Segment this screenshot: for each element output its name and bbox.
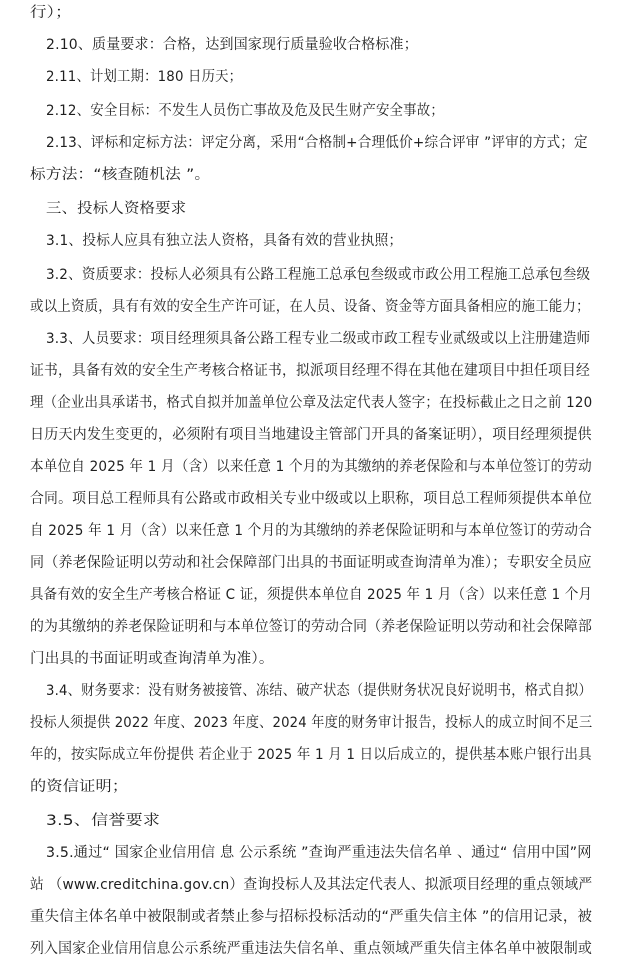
text-line: 2.13、评标和定标方法：评定分离，采用“合格制+合理低价+综合评审 ”评审的方式；定 [46, 135, 588, 151]
text-line: 投标人须提供 2022 年度、2023 年度、2024 年度的财务审计报告，投标人的成立时间不足三 [30, 715, 593, 731]
text-line: 理（企业出具承诺书，格式自拟并加盖单位公章及法定代表人签字；在投标截止之日之前 120 [30, 395, 593, 411]
text-line: 证书，具备有效的安全生产考核合格证书，拟派项目经理不得在其他在建项目中担任项目经 [30, 363, 590, 379]
text-line: 的资信证明； [30, 779, 129, 795]
text-line: 3.3、人员要求：项目经理须具备公路工程专业二级或市政工程专业贰级或以上注册建造师 [46, 331, 591, 347]
section-heading: 三、投标人资格要求 [46, 201, 187, 217]
text-line: 重失信主体名单中被限制或者禁止参与招标投标活动的“严重失信主体 ”的信用记录，被 [30, 909, 593, 925]
text-line: 年的，按实际成立年份提供 若企业于 2025 年 1 月 1 日以后成立的，提供基本账户银行出具 [30, 747, 592, 763]
text-line: 门出具的书面证明或查询清单为准）。 [30, 651, 274, 667]
text-line: 同（养老保险证明以劳动和社会保障部门出具的书面证明或查询清单为准）；专职安全员应 [30, 555, 592, 571]
text-line: 或以上资质，具有有效的安全生产许可证，在人员、设备、资金等方面具备相应的施工能力； [30, 299, 590, 315]
text-line: 2.10、质量要求：合格，达到国家现行质量验收合格标准； [46, 37, 418, 53]
text-line: 合同。项目总工程师具有公路或市政相关专业中级或以上职称，项目总工程师须提供本单位 [30, 491, 592, 507]
text-line: 标方法：“核查随机法 ”。 [30, 167, 211, 183]
text-line: 2.11、计划工期：180 日历天； [46, 69, 243, 85]
text-line: 具备有效的安全生产考核合格证 C 证，须提供本单位自 2025 年 1 月（含）以来任意 1 个月 [30, 587, 593, 603]
text-line: 日历天内发生变更的，必须附有项目当地建设主管部门开具的备案证明），项目经理须提供 [30, 427, 592, 443]
text-line: 的为其缴纳的养老保险证明和与本单位签订的劳动合同（养老保险证明以劳动和社会保障部 [30, 619, 592, 635]
text-line: 3.2、资质要求：投标人必须具有公路工程施工总承包叁级或市政公用工程施工总承包叁级 [46, 267, 591, 283]
text-line: 行）； [30, 5, 72, 21]
text-line: 列入国家企业信用信息公示系统严重违法失信名单、重点领域严重失信主体名单中被限制或 [30, 941, 592, 957]
text-line: 本单位自 2025 年 1 月（含）以来任意 1 个月的为其缴纳的养老保险和与本单位签订的劳动 [30, 459, 592, 475]
text-line: 3.5、信誉要求 [46, 813, 161, 829]
text-line: 3.5.通过“ 国家企业信用信 息 公示系统 ”查询严重违法失信名单 、通过“ 信用中国”网 [46, 845, 592, 861]
text-line: 站 （www.creditchina.gov.cn）查询投标人及其法定代表人、拟派项目经理的重点领域严 [30, 877, 593, 893]
text-line: 2.12、安全目标：不发生人员伤亡事故及危及民生财产安全事故； [46, 103, 444, 119]
text-line: 3.1、投标人应具有独立法人资格，具备有效的营业执照； [46, 233, 403, 249]
text-line: 自 2025 年 1 月（含）以来任意 1 个月的为其缴纳的养老保险证明和与本单位签订的劳动合 [30, 523, 592, 539]
text-line: 3.4、财务要求：没有财务被接管、冻结、破产状态（提供财务状况良好说明书，格式自拟） [46, 683, 592, 699]
